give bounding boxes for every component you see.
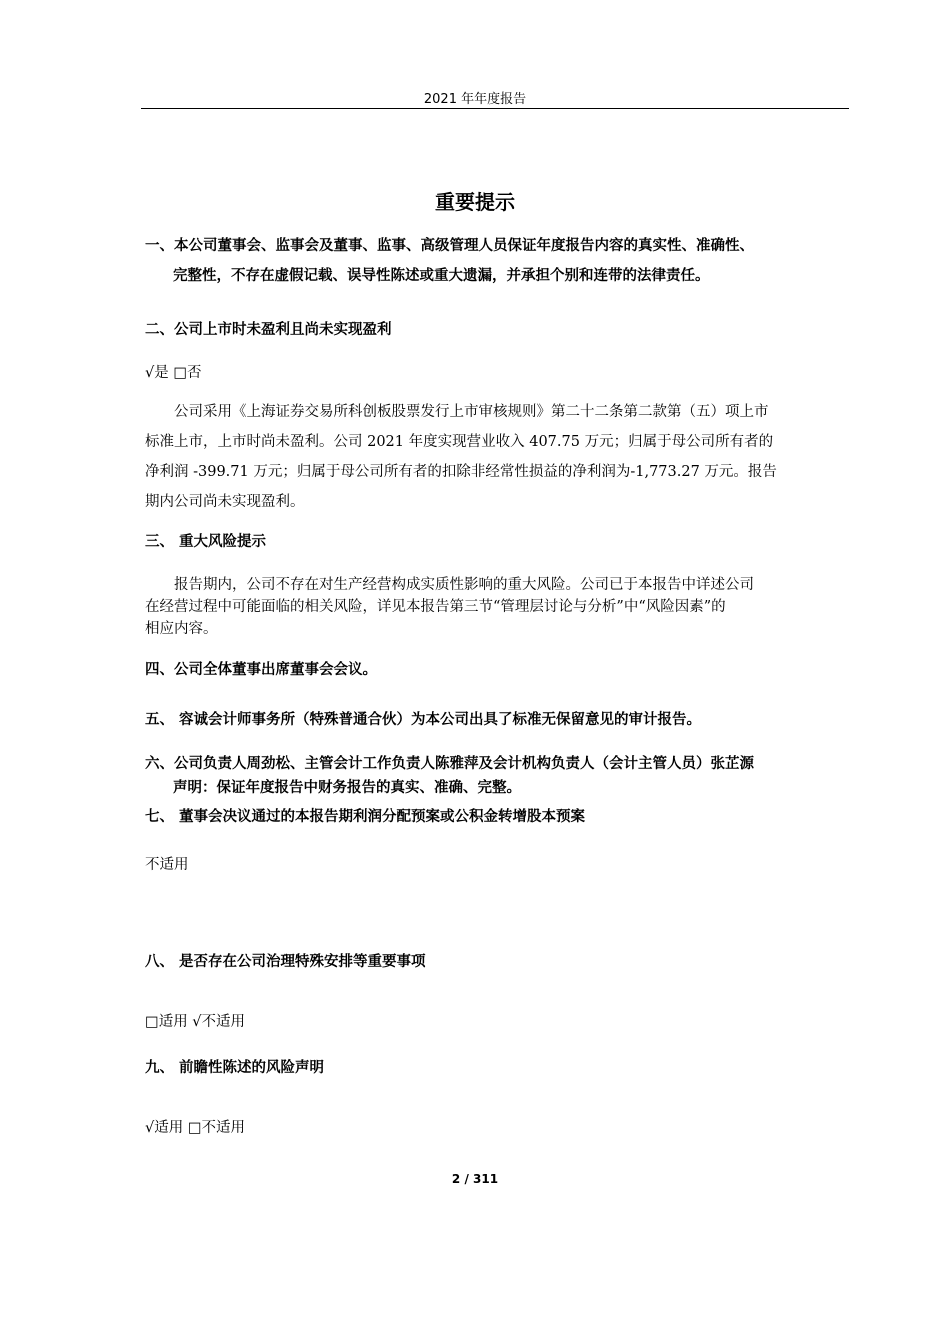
section-2-para-line-1: 公司采用《上海证券交易所科创板股票发行上市审核规则》第二十二条第二款第（五）项上市 [174, 404, 769, 420]
section-2-checkbox: √是 □否 [145, 365, 202, 381]
section-3-paragraph [145, 574, 850, 640]
section-8-checkbox: □适用 √不适用 [145, 1014, 246, 1030]
document-title: 重要提示 [435, 190, 515, 214]
section-2-paragraph [145, 397, 850, 517]
section-7-heading: 七、 董事会决议通过的本报告期利润分配预案或公积金转增股本预案 [145, 809, 586, 825]
section-1-line-2: 完整性，不存在虚假记载、误导性陈述或重大遗漏，并承担个别和连带的法律责任。 [173, 268, 710, 284]
section-9-heading: 九、 前瞻性陈述的风险声明 [145, 1060, 325, 1076]
section-3-para-line-2: 在经营过程中可能面临的相关风险，详见本报告第三节“管理层讨论与分析”中“风险因素”的 [145, 599, 726, 615]
section-3-para-line-1: 报告期内，公司不存在对生产经营构成实质性影响的重大风险。公司已于本报告中详述公司 [174, 577, 754, 593]
section-1 [145, 231, 855, 291]
section-3-para-line-3: 相应内容。 [145, 621, 218, 637]
section-7-body: 不适用 [145, 857, 189, 873]
section-8-heading: 八、 是否存在公司治理特殊安排等重要事项 [145, 954, 426, 970]
section-1-line-1: 一、本公司董事会、监事会及董事、监事、高级管理人员保证年度报告内容的真实性、准确性、 [145, 238, 754, 254]
section-2-para-line-2: 标准上市，上市时尚未盈利。公司 2021 年度实现营业收入 407.75 万元；归属于母公司所有者的 [145, 434, 774, 450]
section-5-heading: 五、 容诚会计师事务所（特殊普通合伙）为本公司出具了标准无保留意见的审计报告。 [145, 712, 702, 728]
section-2-para-line-4: 期内公司尚未实现盈利。 [145, 494, 305, 510]
page-number: 2 / 311 [451, 1172, 499, 1186]
header-divider [141, 108, 849, 109]
page-header: 2021 年年度报告 [423, 92, 527, 107]
section-6-line-2: 声明：保证年度报告中财务报告的真实、准确、完整。 [173, 780, 521, 796]
section-4-heading: 四、公司全体董事出席董事会会议。 [145, 662, 377, 678]
section-6-line-1: 六、公司负责人周劲松、主管会计工作负责人陈雅萍及会计机构负责人（会计主管人员）张芷源 [145, 756, 754, 772]
section-3-heading: 三、 重大风险提示 [145, 534, 267, 550]
section-2-para-line-3: 净利润 -399.71 万元；归属于母公司所有者的扣除非经常性损益的净利润为-1,773.27 万元。报告 [145, 464, 777, 480]
section-2-heading: 二、公司上市时未盈利且尚未实现盈利 [145, 322, 392, 338]
section-6 [145, 752, 855, 800]
section-9-checkbox: √适用 □不适用 [145, 1120, 246, 1136]
